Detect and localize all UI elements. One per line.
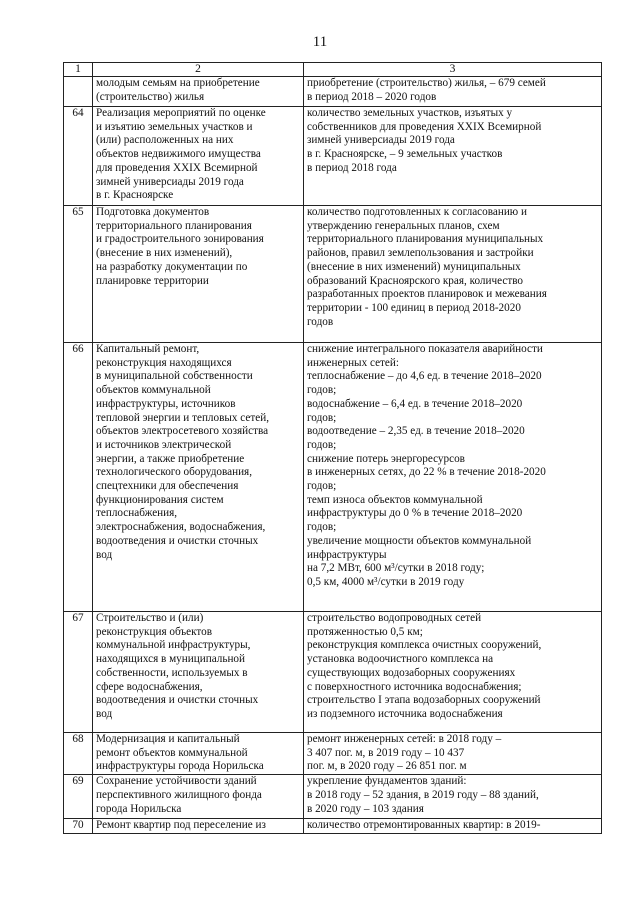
indicator-cell: ремонт инженерных сетей: в 2018 году – 3 407 пог. м, в 2019 году – 10 437 пог. м, в 2020 году – 26 851 пог. м	[304, 733, 602, 775]
table-row	[64, 733, 602, 775]
column-header-1: 1	[64, 63, 93, 77]
measure-cell: Ремонт квартир под переселение из	[93, 819, 304, 834]
indicator-cell: приобретение (строительство) жилья, – 679 семей в период 2018 – 2020 годов	[304, 77, 602, 107]
table-row	[64, 77, 602, 107]
table-header-row	[64, 63, 602, 77]
indicator-cell: укрепление фундаментов зданий: в 2018 году – 52 здания, в 2019 году – 88 зданий, в 2020 году – 103 здания	[304, 775, 602, 819]
measure-cell: Капитальный ремонт, реконструкция находящихся в муниципальной собственности объектов коммунальной инфраструктуры, источников тепловой энергии и тепловых сетей, объектов электросетевого хозяйства и источников электрической энергии, а также приобретение технологического оборудования, спецтехники для обеспечения функционирования систем теплоснабжения, электроснабжения, водоснабжения, водоотведения и очистки сточных вод	[93, 343, 304, 612]
row-number: 70	[64, 819, 93, 834]
indicator-cell: строительство водопроводных сетей протяженностью 0,5 км; реконструкция комплекса очистных сооружений, установка водоочистного комплекса на существующих водозаборных сооружениях с поверхностного источника водоснабжения; строительство I этапа водозаборных сооружений из подземного источника водоснабжения	[304, 612, 602, 733]
row-number	[64, 77, 93, 107]
row-number: 65	[64, 206, 93, 343]
measure-cell: молодым семьям на приобретение (строительство) жилья	[93, 77, 304, 107]
table-row	[64, 819, 602, 834]
column-header-3: 3	[304, 63, 602, 77]
page-number: 11	[312, 34, 328, 50]
row-number: 67	[64, 612, 93, 733]
row-number: 68	[64, 733, 93, 775]
table-row	[64, 206, 602, 343]
indicator-cell: количество отремонтированных квартир: в 2019-	[304, 819, 602, 834]
measure-cell: Модернизация и капитальный ремонт объектов коммунальной инфраструктуры города Норильска	[93, 733, 304, 775]
indicator-cell: количество земельных участков, изъятых у собственников для проведения XXIX Всемирной зимней универсиады 2019 года в г. Красноярске, – 9 земельных участков в период 2018 года	[304, 107, 602, 206]
table-row	[64, 343, 602, 612]
column-header-2: 2	[93, 63, 304, 77]
indicator-cell: количество подготовленных к согласованию и утверждению генеральных планов, схем территориального планирования муниципальных районов, правил землепользования и застройки (внесение в них изменений) муниципальных образований Красноярского края, количество разработанных проектов планировок и межевания территории - 100 единиц в период 2018-2020 годов	[304, 206, 602, 343]
row-number: 69	[64, 775, 93, 819]
measure-cell: Реализация мероприятий по оценке и изъятию земельных участков и (или) расположенных на них объектов недвижимого имущества для проведения XXIX Всемирной зимней универсиады 2019 года в г. Красноярске	[93, 107, 304, 206]
table-row	[64, 612, 602, 733]
table-row	[64, 107, 602, 206]
program-measures-table	[63, 62, 602, 834]
table-row	[64, 775, 602, 819]
measure-cell: Подготовка документов территориального планирования и градостроительного зонирования (внесение в них изменений), на разработку документации по планировке территории	[93, 206, 304, 343]
indicator-cell: снижение интегрального показателя аварийности инженерных сетей: теплоснабжение – до 4,6 ед. в течение 2018–2020 годов; водоснабжение – 6,4 ед. в течение 2018–2020 годов; водоотведение – 2,35 ед. в течение 2018–2020 годов; снижение потерь энергоресурсов в инженерных сетях, до 22 % в течение 2018-2020 годов; темп износа объектов коммунальной инфраструктуры до 0 % в течение 2018–2020 годов; увеличение мощности объектов коммунальной инфраструктуры на 7,2 МВт, 600 м³/сутки в 2018 году; 0,5 км, 4000 м³/сутки в 2019 году	[304, 343, 602, 612]
measure-cell: Сохранение устойчивости зданий перспективного жилищного фонда города Норильска	[93, 775, 304, 819]
row-number: 64	[64, 107, 93, 206]
row-number: 66	[64, 343, 93, 612]
measure-cell: Строительство и (или) реконструкция объектов коммунальной инфраструктуры, находящихся в муниципальной собственности, используемых в сфере водоснабжения, водоотведения и очистки сточных вод	[93, 612, 304, 733]
